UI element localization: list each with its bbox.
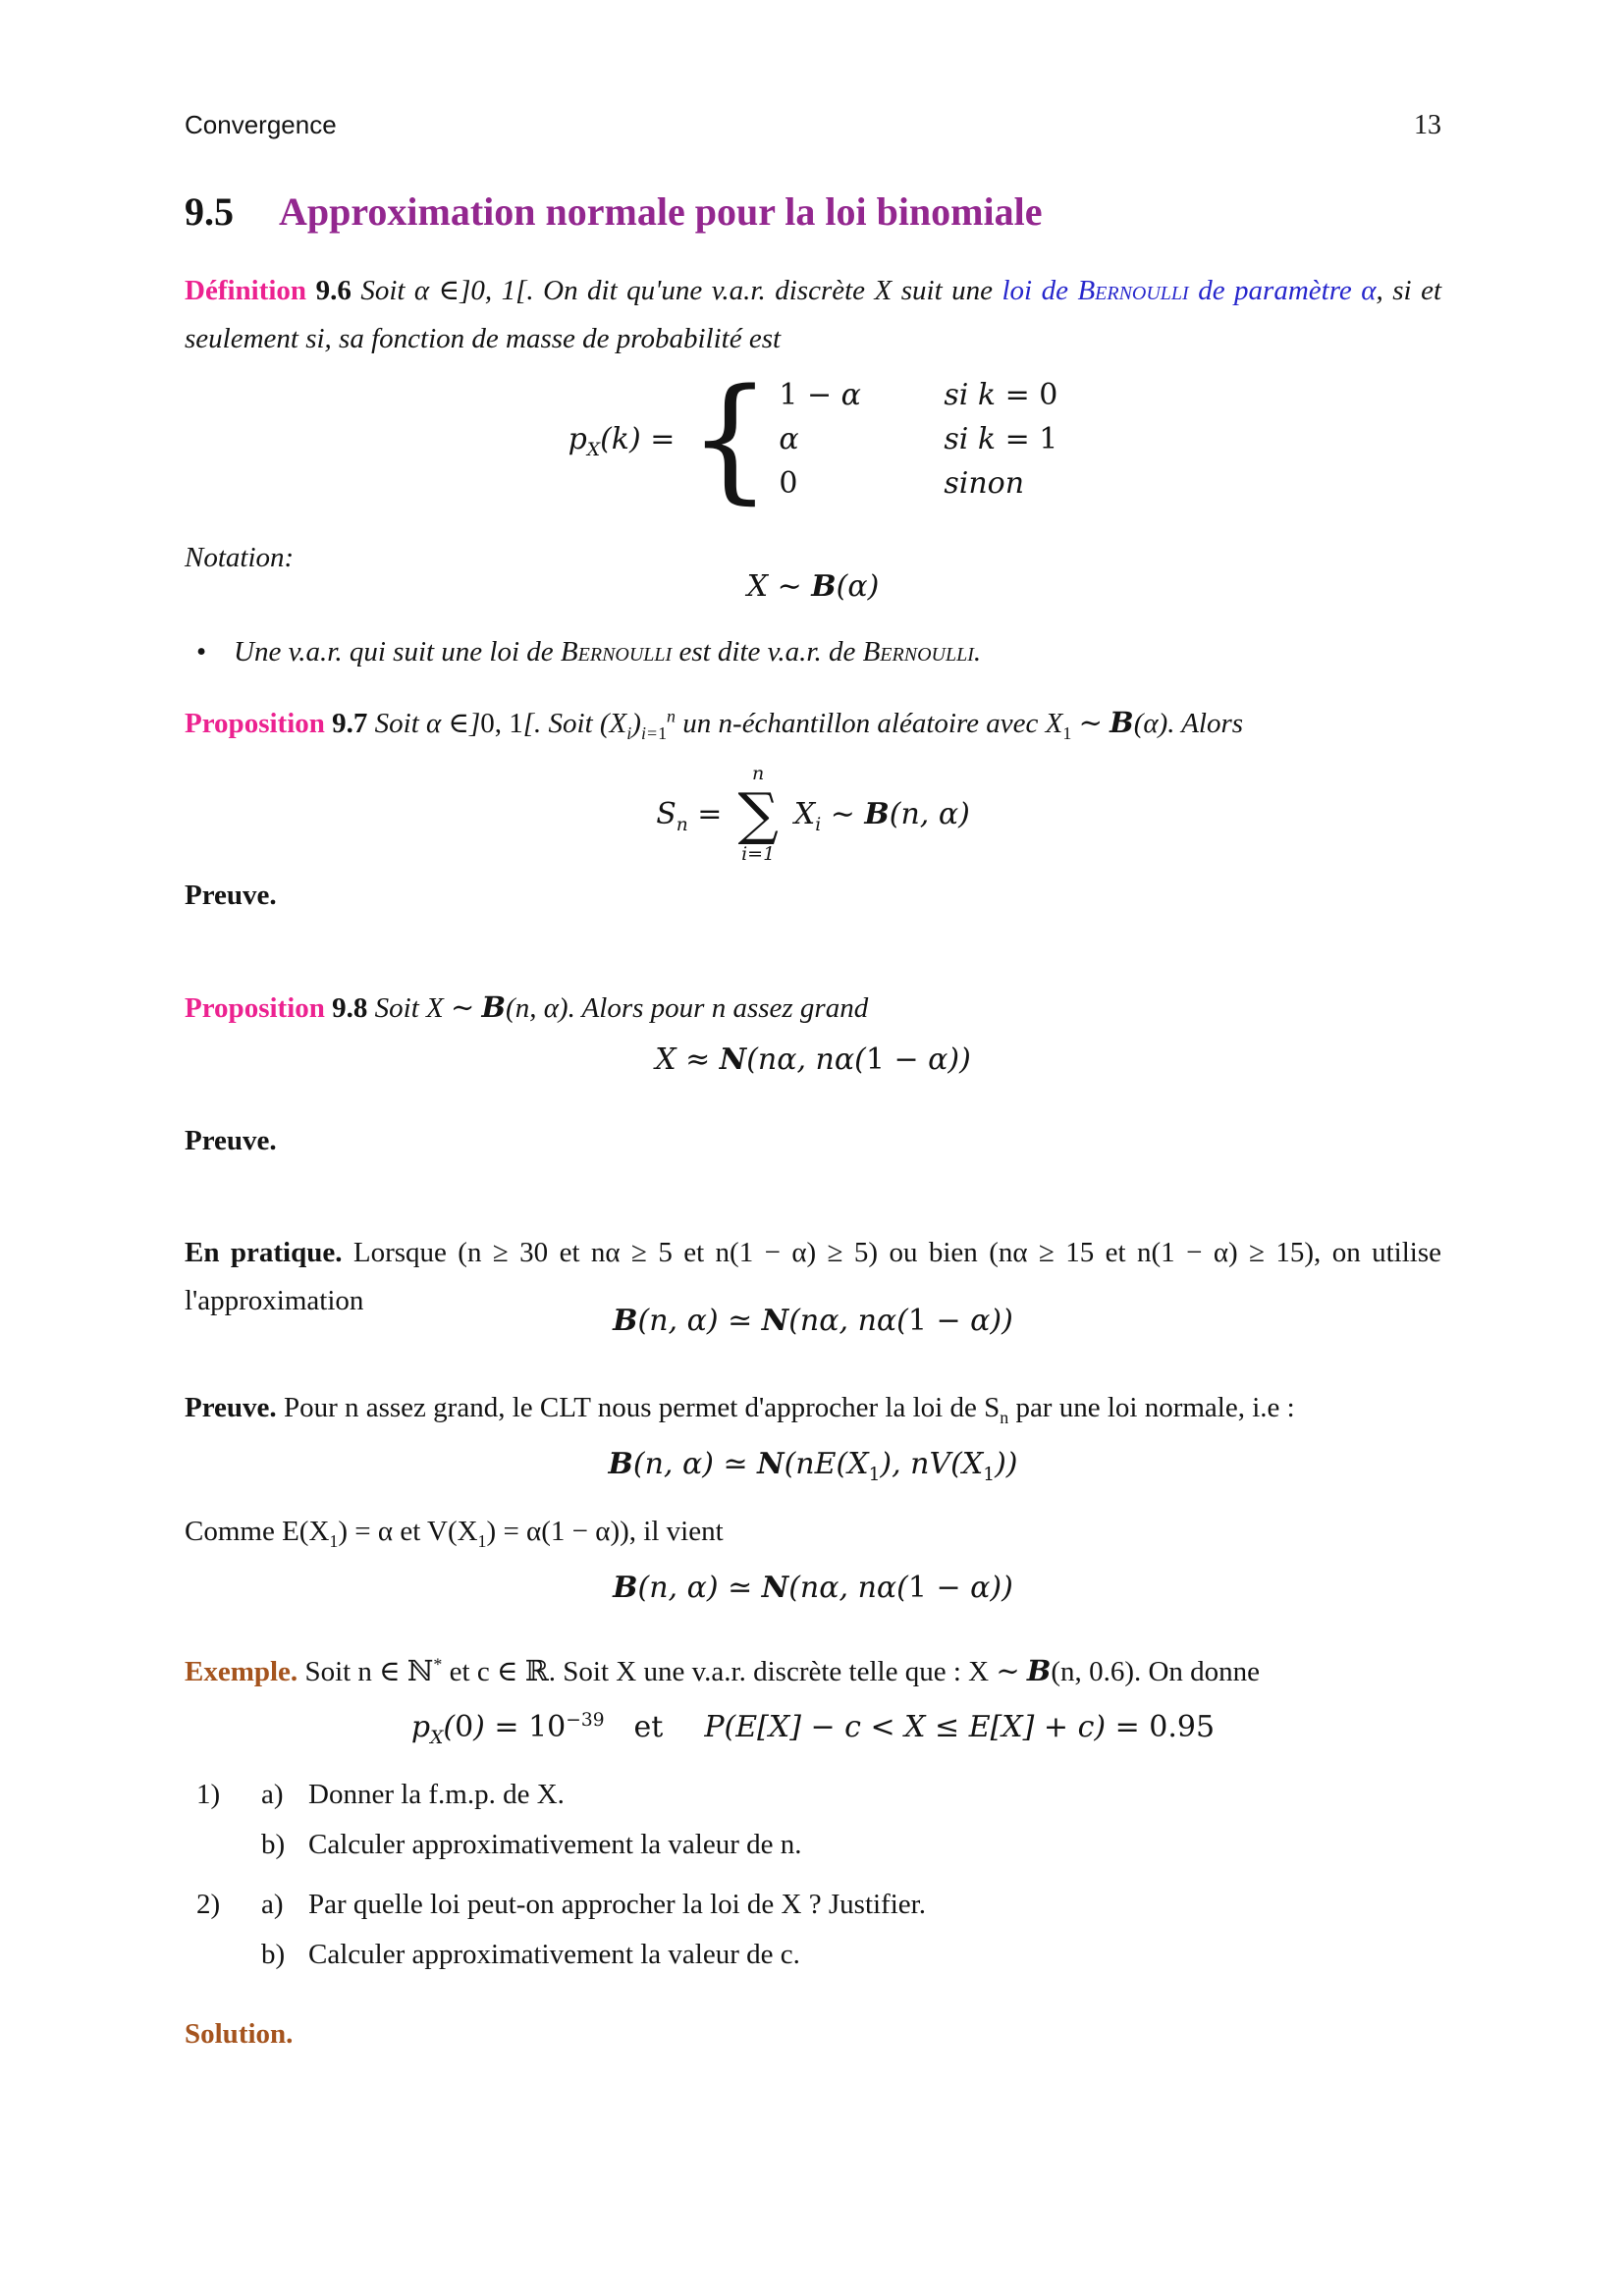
preuve-2	[185, 1117, 1441, 1165]
sigma-icon: ∑	[737, 779, 779, 847]
question-1b	[196, 1829, 801, 1861]
solution-heading	[185, 2010, 1441, 2058]
pmf-case-value: 1 − α	[779, 377, 861, 412]
exemple-paragraph	[185, 1647, 1441, 1696]
section-heading	[185, 188, 1441, 235]
formula-right: P(E[X] − c < X ≤ E[X] + c) = 0.95	[704, 1710, 1216, 1744]
remark-part: est dite v.a.r. de	[672, 636, 863, 667]
pmf-case-value: α	[779, 421, 799, 456]
preuve-label: Preuve.	[185, 1392, 277, 1423]
preuve-1	[185, 872, 1441, 920]
exemple-formula	[185, 1710, 1441, 1748]
proposition-number: 9.7	[332, 708, 368, 739]
proposition-9-7	[185, 699, 1441, 748]
link-text: loi de	[1001, 275, 1078, 306]
preuve-label: Preuve.	[185, 880, 277, 911]
pmf-case-cond: si k = 1	[944, 421, 1058, 456]
left-brace-glyph	[688, 365, 771, 512]
notation-math: X ∼ B(α)	[746, 569, 880, 604]
sum-upper-limit: n	[752, 763, 765, 784]
sum-equation	[185, 764, 1441, 865]
remark-smallcaps: Bernoulli	[560, 636, 673, 667]
question-text: Calculer approximativement la valeur de c.	[308, 1939, 800, 1970]
proposition-number: 9.8	[332, 992, 368, 1024]
clt-formula	[185, 1447, 1441, 1485]
notation-formula	[185, 569, 1441, 604]
en-pratique-body: Lorsque (n ≥ 30 et nα ≥ 5 et n(1 − α) ≥ 5) ou bien (nα ≥ 15 et n(1 − α) ≥ 15), on utilise l'approximation	[185, 1237, 1441, 1316]
bernoulli-remark	[196, 628, 1441, 676]
question-number	[196, 1829, 261, 1861]
question-letter: b)	[261, 1939, 286, 1970]
formula-text: B(n, α) ≃ $N(nE(X_1)$, $nV(X_1)$)	[608, 1447, 1018, 1485]
sum-lhs: $S_n$ =	[656, 796, 723, 835]
preuve-3-paragraph	[185, 1384, 1441, 1432]
normal-approx-formula	[185, 1042, 1441, 1077]
solution-label: Solution.	[185, 2018, 294, 2050]
section-number: 9.5	[185, 189, 234, 234]
page-header	[185, 110, 1441, 141]
preuve-3-body: Pour n assez grand, le CLT nous permet d'approcher la loi de $S_n$ par une loi normale, i.e :	[276, 1392, 1295, 1427]
sum-rhs: $X_i$ ∼ B(n, α)	[793, 796, 970, 835]
comme-text: Comme $E(X_1) = \alpha$ et $V(X_1) = \alpha(1 - \alpha)$), il vient	[185, 1516, 724, 1551]
formula-mid: et	[633, 1710, 664, 1744]
definition-number: 9.6	[315, 275, 352, 306]
pmf-equation	[185, 365, 1441, 512]
question-letter: a)	[261, 1779, 284, 1810]
preuve-label: Preuve.	[185, 1125, 277, 1156]
definition-9-6	[185, 267, 1441, 363]
question-1a	[196, 1779, 565, 1811]
question-text: Par quelle loi peut-on approcher la loi de X ? Justifier.	[308, 1889, 926, 1920]
proposition-body: Soit α ∈]0, 1[. Soit $(X_i)_{i=1}^n$ un n-échantillon aléatoire avec $X_1$ ∼ B(α). Alors	[374, 706, 1244, 743]
proposition-body: Soit X ∼ B(n, α). Alors pour n assez grand	[374, 990, 869, 1024]
remark-part: .	[973, 636, 982, 667]
pmf-case-cond: si k = 0	[944, 377, 1058, 412]
definition-body-post: , si et seulement si, sa fonction de masse de probabilité est	[185, 275, 1442, 354]
pmf-case-cond: sinon	[944, 465, 1025, 501]
bernoulli-law-link[interactable]	[1001, 275, 1376, 306]
en-pratique-label: En pratique.	[185, 1237, 343, 1268]
question-text: Donner la f.m.p. de X.	[308, 1779, 565, 1810]
sum-lower-limit: i=1	[741, 842, 776, 865]
remark-text	[234, 628, 981, 676]
big-sum-operator	[737, 764, 778, 865]
formula-text: B(n, α) ≃ N(nα, nα(1 − α))	[613, 1571, 1013, 1605]
comme-line	[185, 1508, 1441, 1556]
remark-smallcaps: Bernoulli	[862, 636, 974, 667]
definition-body-pre: Soit α ∈]0, 1[. On dit qu'une v.a.r. discrète X suit une	[360, 275, 1002, 306]
question-letter: a)	[261, 1889, 284, 1920]
question-2a	[196, 1889, 926, 1921]
bullet-icon: •	[196, 636, 207, 667]
proposition-label: Proposition	[185, 992, 325, 1024]
formula-text: B(n, α) ≃ N(nα, nα(1 − α))	[613, 1304, 1013, 1338]
pmf-case-value: 0	[779, 465, 798, 501]
remark-part: Une v.a.r. qui suit une loi de	[234, 636, 561, 667]
header-chapter-title: Convergence	[185, 110, 337, 139]
link-smallcaps-text: Bernoulli	[1077, 275, 1189, 306]
pmf-lhs: $p_X(k)$ =	[568, 421, 676, 460]
link-text-post: de paramètre α	[1188, 275, 1377, 306]
en-pratique-formula	[185, 1304, 1441, 1338]
exemple-label: Exemple.	[185, 1656, 298, 1687]
question-number: 2)	[196, 1889, 221, 1920]
exemple-body: Soit n ∈ ℕ* et c ∈ ℝ. Soit X une v.a.r. discrète telle que : X ∼ B(n, 0.6). On donne	[298, 1654, 1261, 1687]
section-title: Approximation normale pour la loi binomiale	[279, 189, 1043, 234]
question-text: Calculer approximativement la valeur de n.	[308, 1829, 802, 1860]
question-letter: b)	[261, 1829, 286, 1860]
final-approx-formula	[185, 1571, 1441, 1605]
question-2b	[196, 1939, 800, 1971]
definition-label: Définition	[185, 275, 307, 306]
question-number: 1)	[196, 1779, 221, 1810]
question-number	[196, 1939, 261, 1971]
notation-word: Notation:	[185, 542, 295, 573]
formula-text: X ≈ N(nα, nα(1 − α))	[655, 1042, 971, 1077]
proposition-9-8	[185, 984, 1441, 1033]
page-number: 13	[1414, 110, 1441, 140]
pmf-cases	[779, 378, 1057, 501]
proposition-label: Proposition	[185, 708, 325, 739]
formula-left: $p_X(0) = 10^{-39}$	[410, 1710, 605, 1748]
